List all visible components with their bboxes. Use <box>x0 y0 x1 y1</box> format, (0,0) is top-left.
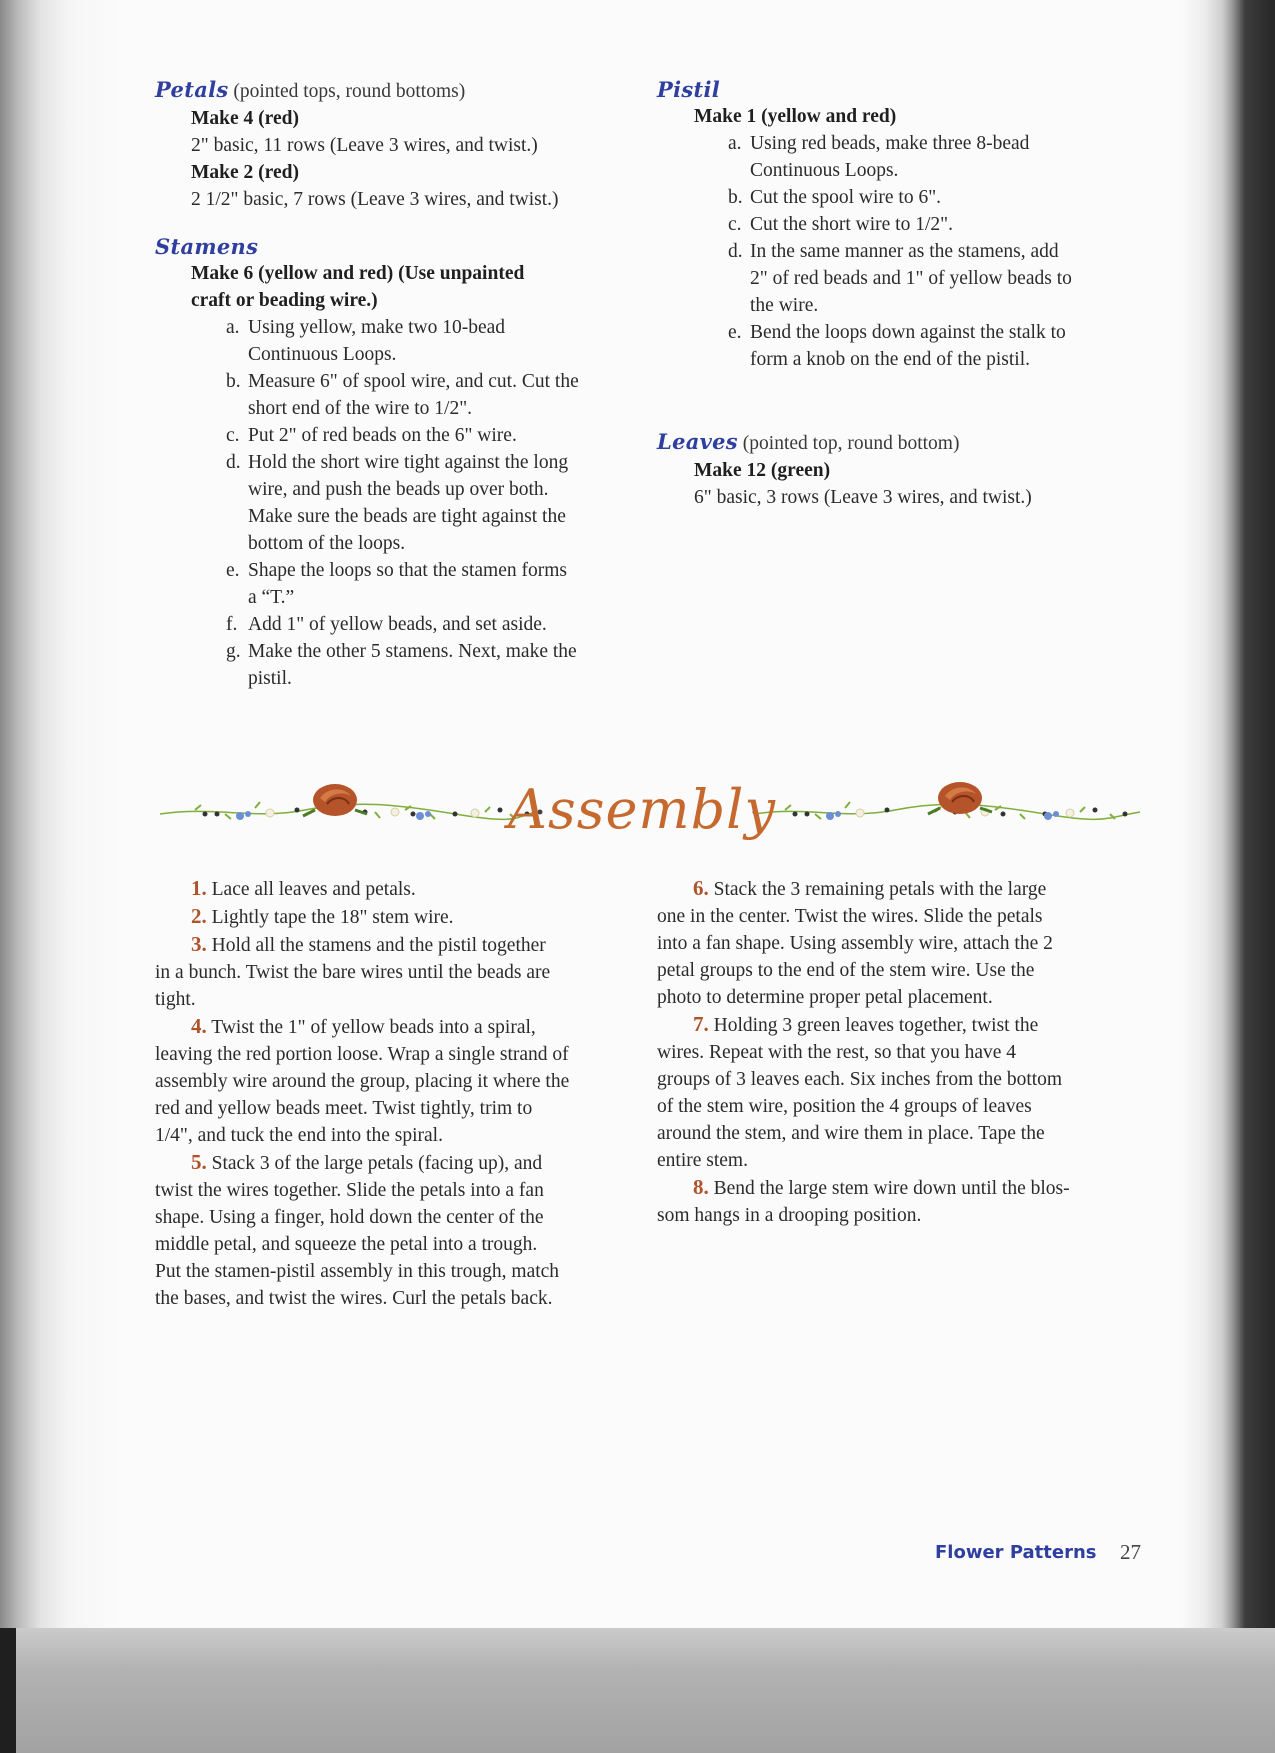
assembly-banner <box>155 770 1145 850</box>
assembly-text: leaving the red portion loose. Wrap a single strand of <box>155 1044 569 1065</box>
stamens-section <box>155 233 635 692</box>
petals-section <box>155 76 635 213</box>
assembly-text-line <box>657 1202 1137 1229</box>
assembly-text: the bases, and twist the wires. Curl the petals back. <box>155 1288 553 1309</box>
step-text-line: Cut the spool wire to 6". <box>750 187 942 208</box>
right-garland <box>753 782 1141 820</box>
assembly-text-line <box>155 1095 635 1122</box>
stamens-step <box>226 449 635 557</box>
pistil-make: Make 1 (yellow and red) <box>694 106 897 127</box>
assembly-text-line <box>657 957 1137 984</box>
leaves-section <box>657 428 1147 511</box>
pistil-section <box>657 76 1147 373</box>
leaves-spec: 6" basic, 3 rows (Leave 3 wires, and twist.) <box>694 487 1032 508</box>
stamens-steps <box>155 314 635 692</box>
assembly-text-line <box>155 1013 635 1041</box>
right-rose-icon <box>928 782 992 814</box>
assembly-text-line <box>155 1231 635 1258</box>
assembly-text: of the stem wire, position the 4 groups of leaves <box>657 1096 1032 1117</box>
step-text-line: the wire. <box>750 295 819 316</box>
assembly-text-line <box>155 1285 635 1312</box>
petals-description: (pointed tops, round bottoms) <box>233 81 466 102</box>
step-text-line: In the same manner as the stamens, add <box>750 241 1059 262</box>
step-number: 4. <box>191 1014 207 1038</box>
assembly-text: assembly wire around the group, placing it where the <box>155 1071 570 1092</box>
assembly-text: tight. <box>155 989 196 1010</box>
assembly-text: som hangs in a drooping position. <box>657 1205 922 1226</box>
step-text-line: Make sure the beads are tight against the <box>248 506 566 527</box>
assembly-text: Holding 3 green leaves together, twist the <box>713 1015 1039 1036</box>
stamens-make-line-2: craft or beading wire.) <box>191 290 378 311</box>
step-label: e. <box>728 322 742 343</box>
leaves-description: (pointed top, round bottom) <box>742 433 960 454</box>
step-label: b. <box>728 187 743 208</box>
assembly-right-column <box>657 875 1137 1229</box>
assembly-text-line <box>657 1174 1137 1202</box>
assembly-text-line <box>155 959 635 986</box>
assembly-text: 1/4", and tuck the end into the spiral. <box>155 1125 443 1146</box>
assembly-text: Stack the 3 remaining petals with the large <box>713 879 1047 900</box>
assembly-text-line <box>155 1258 635 1285</box>
assembly-text-line <box>155 1122 635 1149</box>
step-label: g. <box>226 641 241 662</box>
step-number: 7. <box>693 1012 709 1036</box>
step-number: 3. <box>191 932 207 956</box>
assembly-text: wires. Repeat with the rest, so that you have 4 <box>657 1042 1017 1063</box>
step-text-line: pistil. <box>248 668 292 689</box>
assembly-text-line <box>155 1068 635 1095</box>
step-label: c. <box>226 425 240 446</box>
step-text-line: a “T.” <box>248 587 295 608</box>
assembly-text-line <box>657 1039 1137 1066</box>
assembly-text-line <box>155 903 635 931</box>
step-text-line: Cut the short wire to 1/2". <box>750 214 953 235</box>
step-label: a. <box>728 133 742 154</box>
pistil-step <box>728 184 1147 211</box>
step-label: f. <box>226 614 238 635</box>
step-text-line: form a knob on the end of the pistil. <box>750 349 1030 370</box>
assembly-title: Assembly <box>508 778 776 841</box>
assembly-text-line <box>657 1011 1137 1039</box>
scanner-corner-shadow <box>0 1628 16 1753</box>
assembly-text-line <box>657 1093 1137 1120</box>
step-label: b. <box>226 371 241 392</box>
assembly-text-line <box>657 1147 1137 1174</box>
leaves-make: Make 12 (green) <box>694 460 831 481</box>
assembly-text: shape. Using a finger, hold down the center of the <box>155 1207 544 1228</box>
step-number: 6. <box>693 876 709 900</box>
pistil-heading: Pistil <box>657 77 721 102</box>
leaves-heading: Leaves <box>657 429 738 454</box>
assembly-text: around the stem, and wire them in place. Tape the <box>657 1123 1045 1144</box>
step-text-line: Continuous Loops. <box>750 160 899 181</box>
left-garland <box>160 784 543 820</box>
stamens-step <box>226 638 635 692</box>
stamens-heading: Stamens <box>155 234 259 259</box>
step-text-line: 2" of red beads and 1" of yellow beads to <box>750 268 1072 289</box>
assembly-text-line <box>657 984 1137 1011</box>
stamens-step <box>226 611 635 638</box>
assembly-text: photo to determine proper petal placement. <box>657 987 993 1008</box>
assembly-left-column <box>155 875 635 1312</box>
step-number: 5. <box>191 1150 207 1174</box>
pistil-step <box>728 238 1147 319</box>
step-number: 2. <box>191 904 207 928</box>
assembly-text: Put the stamen-pistil assembly in this trough, match <box>155 1261 560 1282</box>
step-text-line: Hold the short wire tight against the long <box>248 452 569 473</box>
assembly-text-line <box>657 1120 1137 1147</box>
petals-spec-2: 2 1/2" basic, 7 rows (Leave 3 wires, and twist.) <box>191 189 559 210</box>
assembly-text: into a fan shape. Using assembly wire, attach the 2 <box>657 933 1053 954</box>
assembly-text: Lightly tape the 18" stem wire. <box>211 907 454 928</box>
pistil-step <box>728 130 1147 184</box>
pistil-step <box>728 211 1147 238</box>
petals-heading: Petals <box>155 77 229 102</box>
assembly-text: entire stem. <box>657 1150 748 1171</box>
assembly-text: Hold all the stamens and the pistil together <box>211 935 546 956</box>
stamens-step <box>226 368 635 422</box>
assembly-text: Bend the large stem wire down until the blos- <box>713 1178 1070 1199</box>
stamens-step <box>226 314 635 368</box>
assembly-text-line <box>155 986 635 1013</box>
assembly-text: red and yellow beads meet. Twist tightly, trim to <box>155 1098 533 1119</box>
scanner-bottom-shadow <box>0 1628 1275 1753</box>
assembly-text: groups of 3 leaves each. Six inches from the bottom <box>657 1069 1063 1090</box>
step-text-line: Using red beads, make three 8-bead <box>750 133 1030 154</box>
stamens-step <box>226 422 635 449</box>
assembly-text-line <box>155 1149 635 1177</box>
assembly-text-line <box>657 1066 1137 1093</box>
step-text-line: Bend the loops down against the stalk to <box>750 322 1066 343</box>
petals-make-1: Make 4 (red) <box>191 108 299 129</box>
assembly-text-line <box>155 1041 635 1068</box>
assembly-text-line <box>155 931 635 959</box>
step-text-line: Measure 6" of spool wire, and cut. Cut the <box>248 371 579 392</box>
assembly-text-line <box>657 875 1137 903</box>
assembly-text-line <box>657 903 1137 930</box>
footer-book-title: Flower Patterns <box>935 1542 1097 1563</box>
assembly-text-line <box>657 930 1137 957</box>
step-label: e. <box>226 560 240 581</box>
step-text-line: Make the other 5 stamens. Next, make the <box>248 641 577 662</box>
assembly-text: petal groups to the end of the stem wire. Use the <box>657 960 1035 981</box>
petals-spec-1: 2" basic, 11 rows (Leave 3 wires, and twist.) <box>191 135 538 156</box>
assembly-text: one in the center. Twist the wires. Slide the petals <box>657 906 1043 927</box>
step-number: 1. <box>191 876 207 900</box>
step-text-line: Put 2" of red beads on the 6" wire. <box>248 425 517 446</box>
pistil-steps <box>657 130 1147 373</box>
assembly-text: twist the wires together. Slide the petals into a fan <box>155 1180 544 1201</box>
stamens-step <box>226 557 635 611</box>
step-text-line: bottom of the loops. <box>248 533 406 554</box>
assembly-text: Twist the 1" of yellow beads into a spiral, <box>211 1017 536 1038</box>
step-label: d. <box>728 241 743 262</box>
page-number: 27 <box>1120 1540 1141 1564</box>
floral-garland-decoration <box>155 770 1145 850</box>
assembly-text: Stack 3 of the large petals (facing up), and <box>211 1153 543 1174</box>
assembly-text-line <box>155 1177 635 1204</box>
right-column <box>657 76 1147 508</box>
step-text-line: short end of the wire to 1/2". <box>248 398 473 419</box>
step-number: 8. <box>693 1175 709 1199</box>
assembly-text: middle petal, and squeeze the petal into a trough. <box>155 1234 538 1255</box>
step-label: a. <box>226 317 240 338</box>
step-text-line: Add 1" of yellow beads, and set aside. <box>248 614 547 635</box>
petals-make-2: Make 2 (red) <box>191 162 299 183</box>
left-rose-icon <box>303 784 367 816</box>
assembly-text-line <box>155 875 635 903</box>
step-text-line: Using yellow, make two 10-bead <box>248 317 506 338</box>
stamens-make-line-1: Make 6 (yellow and red) (Use unpainted <box>191 263 525 284</box>
assembly-text: in a bunch. Twist the bare wires until the beads are <box>155 962 551 983</box>
step-text-line: Shape the loops so that the stamen forms <box>248 560 567 581</box>
assembly-text-line <box>155 1204 635 1231</box>
assembly-text: Lace all leaves and petals. <box>211 879 416 900</box>
step-text-line: Continuous Loops. <box>248 344 397 365</box>
step-text-line: wire, and push the beads up over both. <box>248 479 549 500</box>
left-column <box>155 76 635 692</box>
step-label: d. <box>226 452 241 473</box>
pistil-step <box>728 319 1147 373</box>
step-label: c. <box>728 214 742 235</box>
